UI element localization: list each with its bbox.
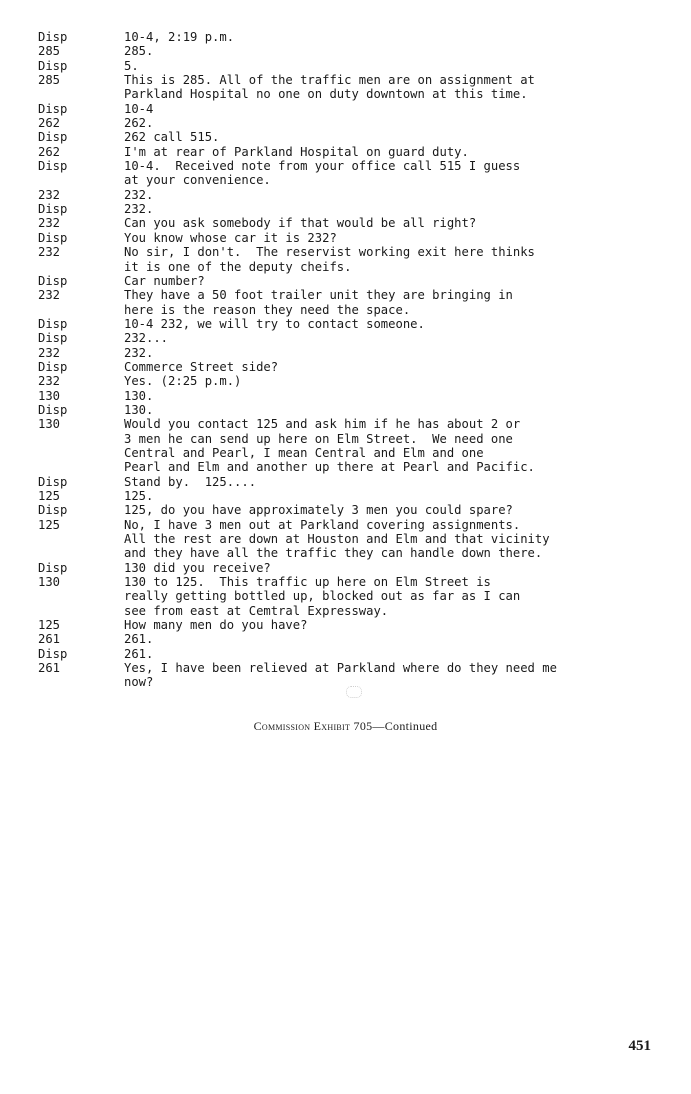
speaker-id: Disp: [38, 316, 68, 331]
transcript-entry: [38, 130, 638, 144]
transcript-entry: [38, 44, 638, 58]
message-line: 261.: [124, 632, 154, 647]
message-text: [124, 475, 638, 489]
message-text: [124, 188, 638, 202]
message-line: Pearl and Elm and another up there at Pearl and Pacific.: [124, 460, 535, 475]
transcript-entry: [38, 317, 638, 331]
speaker-id: 125: [38, 489, 61, 503]
message-text: [124, 73, 638, 102]
message-text: [124, 374, 638, 388]
speaker-id: Disp: [38, 560, 68, 575]
message-line: 261.: [124, 646, 154, 661]
message-line: 262.: [124, 116, 154, 131]
message-line: Can you ask somebody if that would be all right?: [124, 216, 477, 231]
speaker-id: 232: [38, 187, 61, 202]
transcript-entry: [38, 417, 638, 474]
speaker-id: Disp: [38, 646, 68, 661]
message-line: really getting bottled up, blocked out as far as I can: [124, 589, 521, 604]
speaker-id: Disp: [38, 58, 68, 73]
message-text: [124, 44, 638, 58]
message-text: [124, 346, 638, 360]
message-line: 10-4. Received note from your office call 515 I guess: [124, 159, 521, 174]
message-line: 232.: [124, 187, 154, 202]
message-line: at your convenience.: [124, 173, 271, 188]
message-text: [124, 489, 638, 503]
transcript-entry: [38, 346, 638, 360]
message-line: Yes. (2:25 p.m.): [124, 374, 242, 389]
speaker-id: Disp: [38, 359, 68, 374]
message-line: Parkland Hospital no one on duty downtown at this time.: [124, 87, 528, 102]
message-text: [124, 503, 638, 517]
speaker-id: 232: [38, 374, 61, 389]
speaker-id: 261: [38, 661, 61, 676]
speaker-id: Disp: [38, 273, 68, 288]
message-line: 232.: [124, 202, 154, 217]
message-text: [124, 360, 638, 374]
message-line: 10-4, 2:19 p.m.: [124, 30, 235, 44]
message-line: No, I have 3 men out at Parkland covering assignments.: [124, 517, 521, 532]
message-text: [124, 403, 638, 417]
speaker-id: Disp: [38, 230, 68, 245]
transcript-entry: [38, 661, 638, 690]
message-line: and they have all the traffic they can handle down there.: [124, 546, 543, 561]
message-line: This is 285. All of the traffic men are on assignment at: [124, 73, 535, 88]
message-line: Central and Pearl, I mean Central and Elm and one: [124, 445, 484, 460]
transcript-entry: [38, 647, 638, 661]
page-number: 451: [628, 1038, 651, 1054]
transcript-entry: [38, 231, 638, 245]
message-text: [124, 632, 638, 646]
speaker-id: 125: [38, 517, 61, 532]
message-line: 130.: [124, 388, 154, 403]
speaker-id: 285: [38, 73, 61, 88]
transcript-entry: [38, 288, 638, 317]
transcript-entry: [38, 102, 638, 116]
message-text: [124, 647, 638, 661]
transcript-entry: [38, 73, 638, 102]
transcript-entry: [38, 389, 638, 403]
transcript-entry: [38, 575, 638, 618]
transcript-entry: [38, 274, 638, 288]
transcript-entry: [38, 188, 638, 202]
faint-stamp-mark: [346, 686, 362, 698]
message-line: Yes, I have been relieved at Parkland where do they need me: [124, 661, 557, 676]
transcript-entry: [38, 489, 638, 503]
transcript-entry: [38, 475, 638, 489]
message-line: Stand by. 125....: [124, 474, 257, 489]
message-text: [124, 245, 638, 274]
message-text: [124, 288, 638, 317]
message-text: [124, 618, 638, 632]
message-text: [124, 159, 638, 188]
transcript-entry: [38, 360, 638, 374]
message-text: [124, 30, 638, 44]
transcript-entry: [38, 503, 638, 517]
speaker-id: Disp: [38, 159, 68, 174]
message-line: 130 to 125. This traffic up here on Elm Street is: [124, 575, 491, 590]
message-line: Would you contact 125 and ask him if he has about 2 or: [124, 417, 521, 432]
message-line: All the rest are down at Houston and Elm and that vicinity: [124, 532, 550, 547]
message-line: Commerce Street side?: [124, 359, 279, 374]
transcript-entry: [38, 374, 638, 388]
speaker-id: 232: [38, 245, 61, 260]
message-line: You know whose car it is 232?: [124, 230, 337, 245]
message-text: [124, 575, 638, 618]
transcript-entry: [38, 561, 638, 575]
speaker-id: 285: [38, 44, 61, 59]
message-text: [124, 331, 638, 345]
message-line: see from east at Cemtral Expressway.: [124, 603, 389, 618]
message-text: [124, 561, 638, 575]
radio-transcript: [38, 30, 638, 690]
speaker-id: 130: [38, 417, 61, 432]
speaker-id: 232: [38, 345, 61, 360]
transcript-entry: [38, 145, 638, 159]
speaker-id: Disp: [38, 202, 68, 217]
transcript-entry: [38, 331, 638, 345]
message-line: here is the reason they need the space.: [124, 302, 411, 317]
message-text: [124, 202, 638, 216]
message-text: [124, 130, 638, 144]
speaker-id: 130: [38, 575, 61, 590]
message-text: [124, 231, 638, 245]
caption-suffix: —Continued: [372, 719, 438, 733]
speaker-id: 232: [38, 288, 61, 303]
transcript-entry: [38, 216, 638, 230]
transcript-entry: [38, 618, 638, 632]
message-text: [124, 102, 638, 116]
message-text: [124, 417, 638, 474]
message-line: 3 men he can send up here on Elm Street. We need one: [124, 431, 513, 446]
message-text: [124, 216, 638, 230]
transcript-entry: [38, 159, 638, 188]
message-text: [124, 389, 638, 403]
message-text: [124, 59, 638, 73]
message-line: How many men do you have?: [124, 618, 308, 633]
message-text: [124, 274, 638, 288]
message-line: I'm at rear of Parkland Hospital on guard duty.: [124, 144, 469, 159]
speaker-id: Disp: [38, 503, 68, 518]
transcript-entry: [38, 202, 638, 216]
message-line: 130.: [124, 402, 154, 417]
message-line: 130 did you receive?: [124, 560, 271, 575]
caption-number: 705: [353, 719, 373, 733]
transcript-entry: [38, 403, 638, 417]
message-line: Car number?: [124, 273, 205, 288]
speaker-id: Disp: [38, 331, 68, 346]
speaker-id: Disp: [38, 474, 68, 489]
message-text: [124, 145, 638, 159]
message-line: 125, do you have approximately 3 men you could spare?: [124, 503, 513, 518]
message-line: 262 call 515.: [124, 130, 220, 145]
transcript-entry: [38, 116, 638, 130]
message-line: now?: [124, 675, 154, 690]
speaker-id: 261: [38, 632, 61, 647]
message-line: No sir, I don't. The reservist working exit here thinks: [124, 245, 535, 260]
message-line: They have a 50 foot trailer unit they are bringing in: [124, 288, 513, 303]
message-line: 125.: [124, 489, 154, 503]
message-line: it is one of the deputy cheifs.: [124, 259, 352, 274]
speaker-id: 125: [38, 618, 61, 633]
transcript-entry: [38, 245, 638, 274]
message-line: 232.: [124, 345, 154, 360]
message-line: 285.: [124, 44, 154, 59]
speaker-id: Disp: [38, 130, 68, 145]
message-line: 10-4 232, we will try to contact someone.: [124, 316, 425, 331]
speaker-id: 232: [38, 216, 61, 231]
message-text: [124, 116, 638, 130]
exhibit-caption: [0, 719, 691, 734]
speaker-id: 262: [38, 144, 61, 159]
speaker-id: 130: [38, 388, 61, 403]
message-line: 5.: [124, 58, 139, 73]
message-line: 232...: [124, 331, 169, 346]
message-text: [124, 661, 638, 690]
speaker-id: Disp: [38, 101, 68, 116]
transcript-entry: [38, 518, 638, 561]
message-text: [124, 317, 638, 331]
transcript-entry: [38, 632, 638, 646]
transcript-entry: [38, 30, 638, 44]
transcript-entry: [38, 59, 638, 73]
caption-prefix: Commission Exhibit: [253, 719, 351, 733]
speaker-id: Disp: [38, 30, 68, 44]
message-line: 10-4: [124, 101, 154, 116]
message-text: [124, 518, 638, 561]
speaker-id: Disp: [38, 402, 68, 417]
speaker-id: 262: [38, 116, 61, 131]
